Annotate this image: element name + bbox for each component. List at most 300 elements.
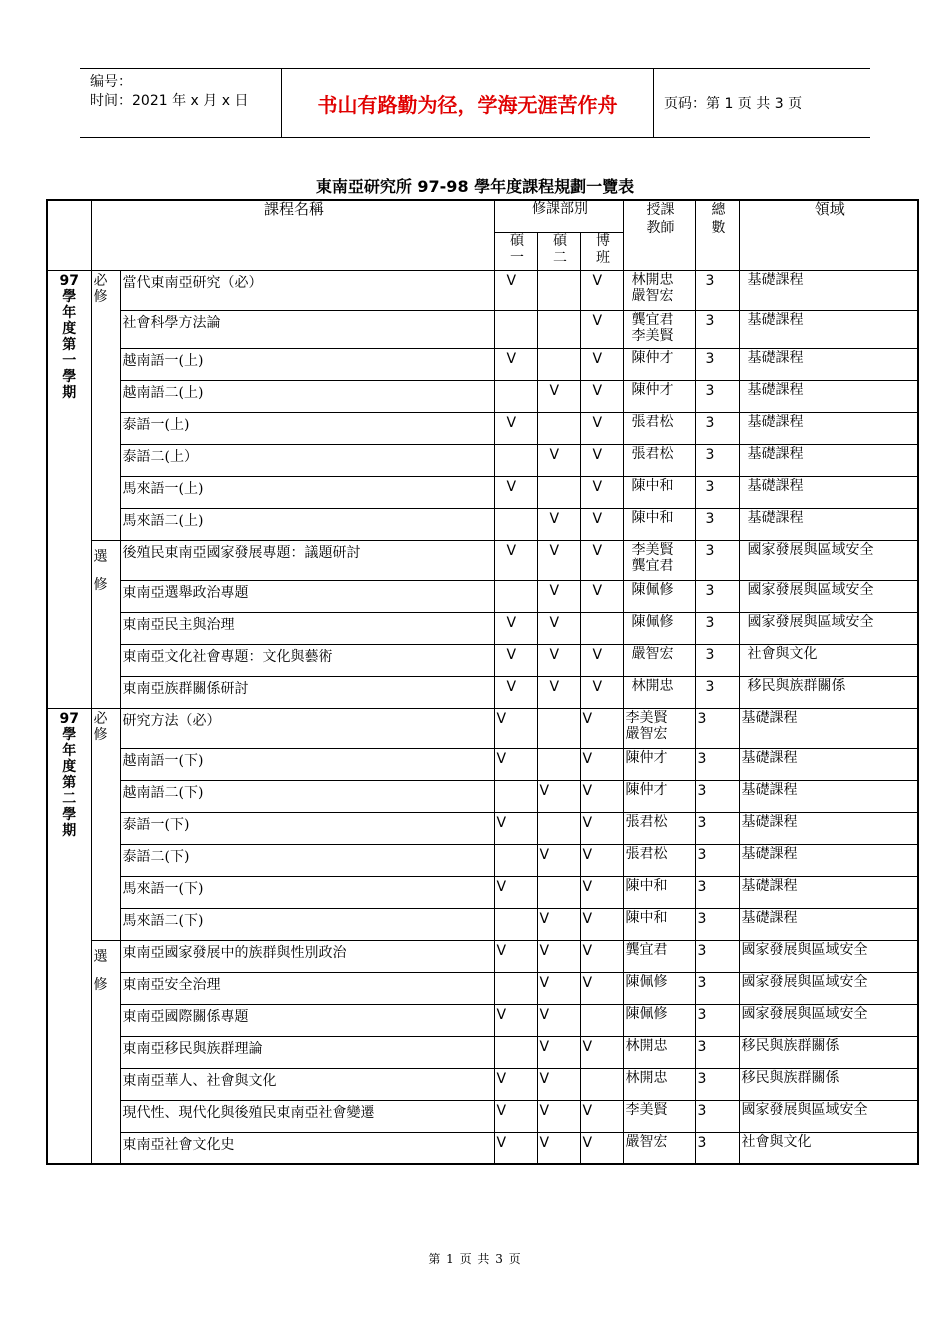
domain: 基礎課程 (739, 780, 918, 812)
teacher-name: 林開忠 (631, 677, 674, 694)
course-name: 現代性、現代化與後殖民東南亞社會變遷 (120, 1100, 494, 1132)
teacher-cell (623, 676, 695, 708)
credits: 3 (695, 1004, 739, 1036)
header-teacher-line: 教師 (646, 220, 675, 236)
semester-label-char: 學 (62, 368, 77, 385)
course-name: 東南亞移民與族群理論 (120, 1036, 494, 1068)
ma2-mark: V (537, 676, 580, 708)
ma2-mark: V (537, 972, 580, 1004)
domain: 移民與族群關係 (739, 1036, 918, 1068)
ma2-mark (537, 812, 580, 844)
teacher-name: 陳佩修 (625, 973, 668, 990)
phd-mark: V (580, 908, 623, 940)
ma1-mark: V (494, 1132, 537, 1164)
ma1-mark: V (494, 748, 537, 780)
header-phd-line: 博 (596, 232, 611, 249)
domain: 國家發展與區域安全 (739, 1004, 918, 1036)
teacher-name: 陳中和 (625, 909, 668, 926)
ma2-mark (537, 348, 580, 380)
table-row (47, 748, 918, 780)
semester-label-char: 度 (62, 320, 77, 337)
credits: 3 (695, 476, 739, 508)
course-name: 泰語一(下) (120, 812, 494, 844)
ma2-mark: V (537, 908, 580, 940)
course-type-char: 修 (93, 976, 108, 993)
course-type-char: 修 (93, 576, 108, 593)
course-name: 東南亞選舉政治專題 (120, 580, 494, 612)
semester-label-char: 期 (62, 384, 77, 401)
domain: 基礎課程 (739, 380, 918, 412)
credits: 3 (695, 612, 739, 644)
page-header (80, 68, 870, 138)
phd-mark: V (580, 580, 623, 612)
ma2-mark: V (537, 444, 580, 476)
course-name: 馬來語二(下) (120, 908, 494, 940)
table-row (47, 812, 918, 844)
semester-label-char: 期 (62, 822, 77, 839)
credits: 3 (695, 348, 739, 380)
semester-label-char: 學 (62, 726, 77, 743)
ma1-mark: V (494, 1100, 537, 1132)
page-info: 页码：第 1 页 共 3 页 (664, 96, 803, 112)
course-name: 東南亞國家發展中的族群與性別政治 (120, 940, 494, 972)
course-name: 東南亞社會文化史 (120, 1132, 494, 1164)
header-phd (580, 232, 623, 270)
domain: 基礎課程 (739, 876, 918, 908)
table-row (47, 476, 918, 508)
course-name: 泰語二(上） (120, 444, 494, 476)
header-ma2 (537, 232, 580, 270)
teacher-name: 龔宜君 (631, 557, 674, 574)
header-credits (695, 200, 739, 270)
table-row (47, 612, 918, 644)
phd-mark: V (580, 844, 623, 876)
phd-mark (580, 612, 623, 644)
table-row (47, 876, 918, 908)
domain: 國家發展與區域安全 (739, 940, 918, 972)
domain: 移民與族群關係 (739, 676, 918, 708)
domain: 基礎課程 (739, 748, 918, 780)
teacher-cell (623, 1068, 695, 1100)
table-row (47, 1004, 918, 1036)
teacher-cell (623, 940, 695, 972)
teacher-cell (623, 708, 695, 748)
ma1-mark: V (494, 940, 537, 972)
serial-label: 编号： (90, 74, 132, 90)
domain: 社會與文化 (739, 644, 918, 676)
course-type-char: 選 (93, 548, 108, 565)
phd-mark (580, 1004, 623, 1036)
domain: 國家發展與區域安全 (739, 972, 918, 1004)
teacher-name: 陳中和 (625, 877, 668, 894)
credits: 3 (695, 540, 739, 580)
course-name: 研究方法（必） (120, 708, 494, 748)
table-row (47, 940, 918, 972)
table-row (47, 540, 918, 580)
teacher-cell (623, 844, 695, 876)
teacher-cell (623, 644, 695, 676)
course-type-char: 修 (93, 726, 108, 743)
credits: 3 (695, 708, 739, 748)
phd-mark (580, 1068, 623, 1100)
course-name: 東南亞文化社會專題：文化與藝術 (120, 644, 494, 676)
header-course-name: 課程名稱 (91, 200, 494, 270)
ma2-mark: V (537, 940, 580, 972)
teacher-cell (623, 812, 695, 844)
course-type-char: 修 (93, 288, 108, 305)
credits: 3 (695, 444, 739, 476)
ma1-mark (494, 380, 537, 412)
credits: 3 (695, 644, 739, 676)
ma1-mark: V (494, 270, 537, 310)
header-corner (47, 200, 91, 270)
credits: 3 (695, 310, 739, 348)
ma2-mark: V (537, 540, 580, 580)
table-row (47, 780, 918, 812)
ma1-mark: V (494, 476, 537, 508)
domain: 基礎課程 (739, 270, 918, 310)
header-domain: 領域 (739, 200, 918, 270)
domain: 基礎課程 (739, 508, 918, 540)
domain: 基礎課程 (739, 444, 918, 476)
course-name: 越南語一(下) (120, 748, 494, 780)
teacher-cell (623, 1004, 695, 1036)
course-name: 越南語二(上) (120, 380, 494, 412)
semester-label-char: 第 (62, 774, 77, 791)
credits: 3 (695, 940, 739, 972)
teacher-cell (623, 748, 695, 780)
table-row (47, 508, 918, 540)
phd-mark: V (580, 540, 623, 580)
table-row (47, 444, 918, 476)
table-row (47, 580, 918, 612)
ma1-mark: V (494, 708, 537, 748)
course-type-char: 必 (93, 710, 108, 727)
ma2-mark: V (537, 1036, 580, 1068)
course-name: 東南亞華人、社會與文化 (120, 1068, 494, 1100)
teacher-name: 林開忠 (631, 271, 674, 288)
ma1-mark (494, 508, 537, 540)
teacher-name: 張君松 (625, 845, 668, 862)
teacher-name: 龔宜君 (631, 311, 674, 328)
course-type (91, 940, 120, 1164)
ma2-mark: V (537, 1132, 580, 1164)
domain: 國家發展與區域安全 (739, 612, 918, 644)
ma1-mark (494, 780, 537, 812)
teacher-cell (623, 508, 695, 540)
teacher-name: 陳中和 (631, 477, 674, 494)
teacher-cell (623, 780, 695, 812)
table-row (47, 412, 918, 444)
course-type (91, 540, 120, 708)
semester-label-char: 年 (62, 742, 77, 759)
semester-label-char: 一 (62, 352, 77, 369)
course-name: 東南亞國際關係專題 (120, 1004, 494, 1036)
teacher-name: 張君松 (631, 413, 674, 430)
header-dept-group: 修課部別 (494, 200, 623, 232)
teacher-cell (623, 908, 695, 940)
teacher-cell (623, 1036, 695, 1068)
teacher-cell (623, 612, 695, 644)
semester-label-char: 二 (62, 790, 77, 807)
phd-mark: V (580, 1132, 623, 1164)
ma2-mark: V (537, 1004, 580, 1036)
teacher-name: 嚴智宏 (631, 645, 674, 662)
semester-label (47, 708, 91, 1164)
ma1-mark: V (494, 812, 537, 844)
credits: 3 (695, 780, 739, 812)
credits: 3 (695, 812, 739, 844)
table-row (47, 708, 918, 748)
phd-mark: V (580, 476, 623, 508)
phd-mark: V (580, 412, 623, 444)
ma2-mark (537, 748, 580, 780)
teacher-cell (623, 580, 695, 612)
course-name: 馬來語一(下) (120, 876, 494, 908)
credits: 3 (695, 844, 739, 876)
course-name: 當代東南亞研究（必） (120, 270, 494, 310)
ma2-mark (537, 476, 580, 508)
course-name: 泰語二(下) (120, 844, 494, 876)
table-header-row (47, 200, 918, 232)
table-row (47, 676, 918, 708)
course-type-char: 必 (93, 272, 108, 289)
teacher-name: 陳仲才 (631, 381, 674, 398)
semester-label-char: 年 (62, 304, 77, 321)
table-row (47, 1036, 918, 1068)
ma1-mark: V (494, 348, 537, 380)
semester-label-char: 度 (62, 758, 77, 775)
ma1-mark: V (494, 1068, 537, 1100)
teacher-cell (623, 310, 695, 348)
ma2-mark: V (537, 580, 580, 612)
course-name: 馬來語二(上) (120, 508, 494, 540)
teacher-name: 嚴智宏 (625, 1133, 668, 1150)
header-ma1-line: 碩 (510, 232, 525, 249)
phd-mark: V (580, 676, 623, 708)
domain: 基礎課程 (739, 348, 918, 380)
phd-mark: V (580, 1036, 623, 1068)
phd-mark: V (580, 748, 623, 780)
teacher-name: 陳仲才 (625, 749, 668, 766)
domain: 國家發展與區域安全 (739, 580, 918, 612)
phd-mark: V (580, 508, 623, 540)
semester-label-char: 第 (62, 336, 77, 353)
teacher-name: 林開忠 (625, 1069, 668, 1086)
teacher-name: 張君松 (631, 445, 674, 462)
ma1-mark (494, 444, 537, 476)
motto: 书山有路勤为径，学海无涯苦作舟 (281, 69, 654, 137)
teacher-name: 陳中和 (631, 509, 674, 526)
credits: 3 (695, 412, 739, 444)
credits: 3 (695, 908, 739, 940)
phd-mark: V (580, 348, 623, 380)
phd-mark: V (580, 940, 623, 972)
ma2-mark: V (537, 612, 580, 644)
credits: 3 (695, 1036, 739, 1068)
ma2-mark (537, 876, 580, 908)
credits: 3 (695, 270, 739, 310)
table-row (47, 908, 918, 940)
header-ma2-line: 二 (553, 249, 568, 266)
header-credits-line: 總 (711, 202, 726, 218)
ma2-mark (537, 708, 580, 748)
teacher-name: 李美賢 (625, 1101, 668, 1118)
semester-label (47, 270, 91, 708)
header-ma1 (494, 232, 537, 270)
phd-mark: V (580, 1100, 623, 1132)
semester-label-char: 學 (62, 288, 77, 305)
phd-mark: V (580, 644, 623, 676)
credits: 3 (695, 1132, 739, 1164)
teacher-cell (623, 972, 695, 1004)
phd-mark: V (580, 310, 623, 348)
ma2-mark: V (537, 508, 580, 540)
domain: 基礎課程 (739, 908, 918, 940)
credits: 3 (695, 676, 739, 708)
domain: 基礎課程 (739, 844, 918, 876)
teacher-name: 張君松 (625, 813, 668, 830)
teacher-cell (623, 444, 695, 476)
phd-mark: V (580, 444, 623, 476)
course-name: 越南語二(下) (120, 780, 494, 812)
ma2-mark: V (537, 644, 580, 676)
teacher-name: 陳仲才 (631, 349, 674, 366)
table-row (47, 380, 918, 412)
credits: 3 (695, 508, 739, 540)
phd-mark: V (580, 708, 623, 748)
teacher-cell (623, 1100, 695, 1132)
ma1-mark (494, 310, 537, 348)
teacher-cell (623, 1132, 695, 1164)
course-name: 後殖民東南亞國家發展專題：議題研討 (120, 540, 494, 580)
credits: 3 (695, 1100, 739, 1132)
ma2-mark: V (537, 780, 580, 812)
page-footer: 第 1 页 共 3 页 (428, 1252, 522, 1266)
document-title: 東南亞研究所 97-98 學年度課程規劃一覽表 (315, 177, 635, 196)
teacher-cell (623, 348, 695, 380)
domain: 移民與族群關係 (739, 1068, 918, 1100)
credits: 3 (695, 380, 739, 412)
ma1-mark: V (494, 676, 537, 708)
phd-mark: V (580, 380, 623, 412)
header-teacher-line: 授課 (646, 202, 675, 218)
time-label: 时间：2021 年 x 月 x 日 (90, 93, 249, 109)
course-name: 越南語一(上) (120, 348, 494, 380)
table-row (47, 1132, 918, 1164)
teacher-name: 林開忠 (625, 1037, 668, 1054)
teacher-cell (623, 412, 695, 444)
header-ma2-line: 碩 (553, 232, 568, 249)
ma1-mark: V (494, 612, 537, 644)
teacher-name: 嚴智宏 (631, 287, 674, 304)
ma1-mark (494, 908, 537, 940)
course-name: 東南亞族群關係研討 (120, 676, 494, 708)
teacher-cell (623, 876, 695, 908)
teacher-name: 陳佩修 (631, 613, 674, 630)
table-row (47, 844, 918, 876)
credits: 3 (695, 748, 739, 780)
domain: 社會與文化 (739, 1132, 918, 1164)
ma1-mark (494, 972, 537, 1004)
phd-mark: V (580, 876, 623, 908)
phd-mark: V (580, 780, 623, 812)
course-name: 東南亞民主與治理 (120, 612, 494, 644)
header-credits-line: 數 (711, 220, 726, 236)
header-phd-line: 班 (596, 249, 611, 266)
teacher-name: 陳佩修 (631, 581, 674, 598)
ma1-mark (494, 580, 537, 612)
teacher-cell (623, 476, 695, 508)
course-name: 馬來語一(上) (120, 476, 494, 508)
ma2-mark (537, 270, 580, 310)
domain: 基礎課程 (739, 412, 918, 444)
phd-mark: V (580, 270, 623, 310)
domain: 國家發展與區域安全 (739, 540, 918, 580)
ma2-mark: V (537, 1100, 580, 1132)
table-row (47, 1100, 918, 1132)
table-row (47, 1068, 918, 1100)
ma1-mark (494, 1036, 537, 1068)
ma1-mark: V (494, 644, 537, 676)
ma1-mark: V (494, 876, 537, 908)
table-row (47, 310, 918, 348)
course-name: 東南亞安全治理 (120, 972, 494, 1004)
teacher-name: 陳仲才 (625, 781, 668, 798)
ma2-mark: V (537, 380, 580, 412)
course-name: 泰語一(上) (120, 412, 494, 444)
header-teacher (623, 200, 695, 270)
header-meta (80, 69, 281, 137)
table-row (47, 644, 918, 676)
credits: 3 (695, 580, 739, 612)
ma2-mark: V (537, 844, 580, 876)
ma1-mark: V (494, 540, 537, 580)
semester-label-char: 學 (62, 806, 77, 823)
teacher-name: 李美賢 (631, 541, 674, 558)
teacher-name: 龔宜君 (625, 941, 668, 958)
credits: 3 (695, 972, 739, 1004)
course-type (91, 270, 120, 540)
semester-label-char: 97 (59, 272, 79, 289)
teacher-name: 李美賢 (625, 709, 668, 726)
teacher-name: 嚴智宏 (625, 725, 668, 742)
ma2-mark (537, 412, 580, 444)
ma2-mark (537, 310, 580, 348)
table-row (47, 270, 918, 310)
phd-mark: V (580, 812, 623, 844)
domain: 基礎課程 (739, 310, 918, 348)
phd-mark: V (580, 972, 623, 1004)
ma1-mark (494, 844, 537, 876)
ma2-mark: V (537, 1068, 580, 1100)
ma1-mark: V (494, 1004, 537, 1036)
teacher-name: 陳佩修 (625, 1005, 668, 1022)
course-name: 社會科學方法論 (120, 310, 494, 348)
header-ma1-line: 一 (510, 249, 525, 266)
teacher-cell (623, 540, 695, 580)
domain: 基礎課程 (739, 708, 918, 748)
course-type-char: 選 (93, 948, 108, 965)
teacher-name: 李美賢 (631, 327, 674, 344)
credits: 3 (695, 1068, 739, 1100)
domain: 基礎課程 (739, 476, 918, 508)
domain: 國家發展與區域安全 (739, 1100, 918, 1132)
credits: 3 (695, 876, 739, 908)
teacher-cell (623, 380, 695, 412)
ma1-mark: V (494, 412, 537, 444)
table-row (47, 972, 918, 1004)
